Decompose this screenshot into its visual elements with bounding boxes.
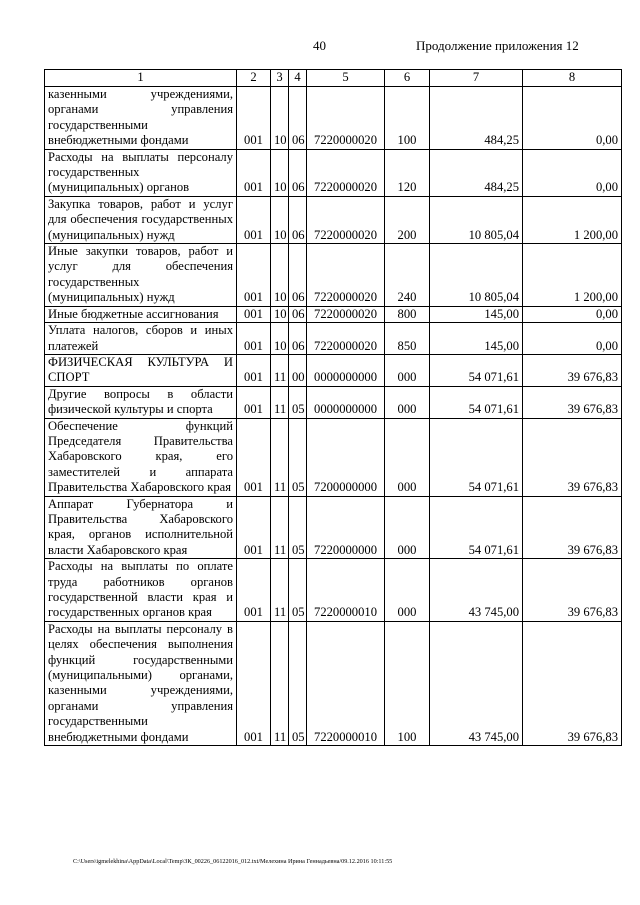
amount-year-1: 145,00: [430, 323, 523, 355]
target-article-code: 7220000020: [307, 244, 385, 307]
subsection-code: 06: [289, 323, 307, 355]
expense-name: Закупка товаров, работ и услуг для обеспечения государственных (муниципальных) нужд: [45, 196, 237, 243]
subsection-code: 06: [289, 244, 307, 307]
subsection-code: 06: [289, 149, 307, 196]
amount-year-2: 39 676,83: [523, 621, 622, 745]
amount-year-1: 54 071,61: [430, 418, 523, 496]
column-header: 6: [385, 70, 430, 87]
table-row: [45, 386, 622, 418]
expense-name: Аппарат Губернатора и Правительства Хабаровского края, органов исполнительной власти Хабаровского края: [45, 496, 237, 559]
amount-year-2: 0,00: [523, 306, 622, 322]
table-row: [45, 496, 622, 559]
section-code: 10: [271, 244, 289, 307]
column-header: 4: [289, 70, 307, 87]
amount-year-1: 43 745,00: [430, 621, 523, 745]
table-row: [45, 149, 622, 196]
expense-name: Расходы на выплаты по оплате труда работников органов государственной власти края и государственных органов края: [45, 559, 237, 622]
subsection-code: 05: [289, 386, 307, 418]
section-code: 11: [271, 354, 289, 386]
page-number: 40: [313, 38, 326, 53]
table-row: [45, 559, 622, 622]
amount-year-2: 39 676,83: [523, 559, 622, 622]
amount-year-1: 54 071,61: [430, 496, 523, 559]
ministry-code: 001: [237, 306, 271, 322]
amount-year-1: 484,25: [430, 149, 523, 196]
amount-year-1: 10 805,04: [430, 244, 523, 307]
expense-name: Обеспечение функций Председателя Правительства Хабаровского края, его заместителей и аппарата Правительства Хабаровского края: [45, 418, 237, 496]
target-article-code: 0000000000: [307, 354, 385, 386]
expense-type-code: 000: [385, 418, 430, 496]
table-row: [45, 323, 622, 355]
target-article-code: 7220000010: [307, 559, 385, 622]
column-header: 3: [271, 70, 289, 87]
section-code: 11: [271, 496, 289, 559]
subsection-code: 05: [289, 496, 307, 559]
amount-year-2: 0,00: [523, 149, 622, 196]
amount-year-2: 39 676,83: [523, 496, 622, 559]
ministry-code: 001: [237, 244, 271, 307]
section-code: 10: [271, 87, 289, 150]
ministry-code: 001: [237, 149, 271, 196]
ministry-code: 001: [237, 418, 271, 496]
ministry-code: 001: [237, 496, 271, 559]
table-row: [45, 306, 622, 322]
subsection-code: 05: [289, 559, 307, 622]
amount-year-1: 10 805,04: [430, 196, 523, 243]
target-article-code: 7220000020: [307, 87, 385, 150]
target-article-code: 7220000020: [307, 149, 385, 196]
amount-year-1: 54 071,61: [430, 354, 523, 386]
expense-type-code: 240: [385, 244, 430, 307]
expense-name: Иные закупки товаров, работ и услуг для обеспечения государственных (муниципальных) нужд: [45, 244, 237, 307]
table-row: [45, 621, 622, 745]
target-article-code: 7220000020: [307, 306, 385, 322]
amount-year-1: 54 071,61: [430, 386, 523, 418]
section-code: 11: [271, 418, 289, 496]
section-code: 10: [271, 196, 289, 243]
budget-table: [44, 69, 622, 746]
target-article-code: 7200000000: [307, 418, 385, 496]
subsection-code: 06: [289, 306, 307, 322]
expense-type-code: 000: [385, 496, 430, 559]
column-header: 7: [430, 70, 523, 87]
column-header: 8: [523, 70, 622, 87]
target-article-code: 7220000000: [307, 496, 385, 559]
expense-name: ФИЗИЧЕСКАЯ КУЛЬТУРА И СПОРТ: [45, 354, 237, 386]
expense-type-code: 800: [385, 306, 430, 322]
subsection-code: 06: [289, 196, 307, 243]
column-header: 5: [307, 70, 385, 87]
target-article-code: 0000000000: [307, 386, 385, 418]
ministry-code: 001: [237, 323, 271, 355]
subsection-code: 05: [289, 418, 307, 496]
amount-year-2: 1 200,00: [523, 244, 622, 307]
ministry-code: 001: [237, 559, 271, 622]
subsection-code: 06: [289, 87, 307, 150]
amount-year-2: 39 676,83: [523, 418, 622, 496]
amount-year-1: 43 745,00: [430, 559, 523, 622]
section-code: 10: [271, 149, 289, 196]
expense-name: Расходы на выплаты персоналу в целях обеспечения выполнения функций государственными (муниципальными) органами, казенными учреждениями, органами управления государственными внебюджетными фондами: [45, 621, 237, 745]
column-header: 1: [45, 70, 237, 87]
table-header-row: [45, 70, 622, 87]
amount-year-2: 0,00: [523, 87, 622, 150]
amount-year-2: 39 676,83: [523, 386, 622, 418]
expense-name: казенными учреждениями, органами управления государственными внебюджетными фондами: [45, 87, 237, 150]
amount-year-1: 484,25: [430, 87, 523, 150]
table-row: [45, 244, 622, 307]
ministry-code: 001: [237, 87, 271, 150]
column-header: 2: [237, 70, 271, 87]
expense-name: Другие вопросы в области физической культуры и спорта: [45, 386, 237, 418]
amount-year-2: 39 676,83: [523, 354, 622, 386]
table-row: [45, 196, 622, 243]
document-footer-path: C:\Users\igmelekhina\AppData\Local\Temp\ЗК_00226_06122016_012.txt/Мелехина Ирина Геннадьевна/09.12.2016 10:11:55: [73, 858, 393, 865]
expense-name: Расходы на выплаты персоналу государственных (муниципальных) органов: [45, 149, 237, 196]
ministry-code: 001: [237, 621, 271, 745]
section-code: 11: [271, 621, 289, 745]
expense-type-code: 850: [385, 323, 430, 355]
expense-type-code: 100: [385, 87, 430, 150]
expense-type-code: 120: [385, 149, 430, 196]
section-code: 11: [271, 386, 289, 418]
section-code: 10: [271, 306, 289, 322]
expense-type-code: 000: [385, 559, 430, 622]
section-code: 10: [271, 323, 289, 355]
table-row: [45, 418, 622, 496]
subsection-code: 05: [289, 621, 307, 745]
ministry-code: 001: [237, 354, 271, 386]
expense-type-code: 100: [385, 621, 430, 745]
expense-name: Уплата налогов, сборов и иных платежей: [45, 323, 237, 355]
amount-year-1: 145,00: [430, 306, 523, 322]
target-article-code: 7220000010: [307, 621, 385, 745]
target-article-code: 7220000020: [307, 323, 385, 355]
subsection-code: 00: [289, 354, 307, 386]
ministry-code: 001: [237, 386, 271, 418]
section-code: 11: [271, 559, 289, 622]
amount-year-2: 0,00: [523, 323, 622, 355]
amount-year-2: 1 200,00: [523, 196, 622, 243]
table-row: [45, 87, 622, 150]
ministry-code: 001: [237, 196, 271, 243]
appendix-continuation-title: Продолжение приложения 12: [416, 38, 579, 53]
expense-type-code: 000: [385, 386, 430, 418]
table-row: [45, 354, 622, 386]
target-article-code: 7220000020: [307, 196, 385, 243]
expense-type-code: 200: [385, 196, 430, 243]
expense-type-code: 000: [385, 354, 430, 386]
expense-name: Иные бюджетные ассигнования: [45, 306, 237, 322]
